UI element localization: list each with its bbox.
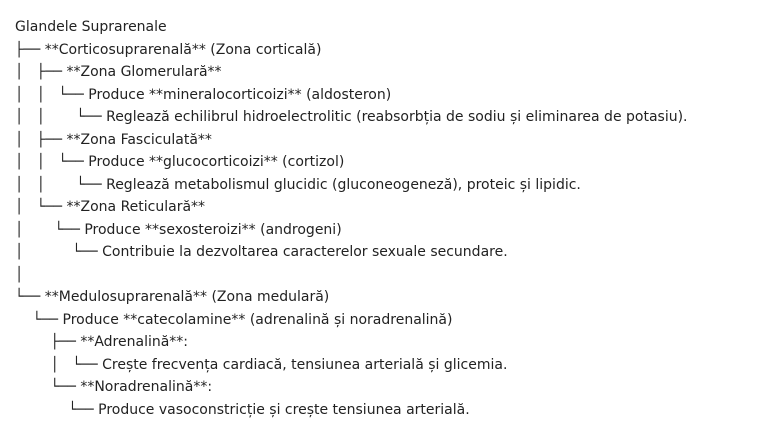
tree-node-adrenaline-effect: │ └── Crește frecvența cardiacă, tensiunea arterială și glicemia. bbox=[15, 356, 508, 373]
tree-node-glomerular-effect: │ │ └── Reglează echilibrul hidroelectrolitic (reabsorbția de sodiu și eliminarea de potasiu). bbox=[15, 109, 688, 125]
tree-node-adrenaline: ├── **Adrenalină**: bbox=[15, 334, 189, 350]
tree-node-fasciculata-product: │ │ └── Produce **glucocorticoizi** (cortizol) bbox=[15, 154, 345, 170]
tree-node-medulla: └── **Medulosuprarenală** (Zona medulară) bbox=[15, 289, 330, 305]
tree-node-reticular-effect: │ └── Contribuie la dezvoltarea caracterelor sexuale secundare. bbox=[15, 244, 508, 260]
tree-node-fasciculata-effect: │ │ └── Reglează metabolismul glucidic (gluconeogeneză), proteic și lipidic. bbox=[15, 176, 581, 193]
tree-connector: │ bbox=[15, 266, 24, 283]
tree-node-noradrenaline-effect: └── Produce vasoconstricție și crește tensiunea arterială. bbox=[15, 401, 470, 418]
tree-node-glomerular: │ ├── **Zona Glomerulară** bbox=[15, 64, 222, 80]
tree-node-cortex: ├── **Corticosuprarenală** (Zona corticală) bbox=[15, 41, 322, 58]
tree-node-reticular: │ └── **Zona Reticulară** bbox=[15, 199, 206, 215]
tree-root: Glandele Suprarenale bbox=[15, 19, 167, 35]
tree-node-fasciculata: │ ├── **Zona Fasciculată** bbox=[15, 131, 212, 148]
tree-node-noradrenaline: └── **Noradrenalină**: bbox=[15, 379, 213, 395]
tree-node-reticular-product: │ └── Produce **sexosteroizi** (androgeni) bbox=[15, 221, 342, 238]
tree-node-medulla-product: └── Produce **catecolamine** (adrenalină și noradrenalină) bbox=[15, 311, 453, 328]
tree-node-glomerular-product: │ │ └── Produce **mineralocorticoizi** (aldosteron) bbox=[15, 86, 392, 103]
text-tree bbox=[15, 16, 688, 421]
